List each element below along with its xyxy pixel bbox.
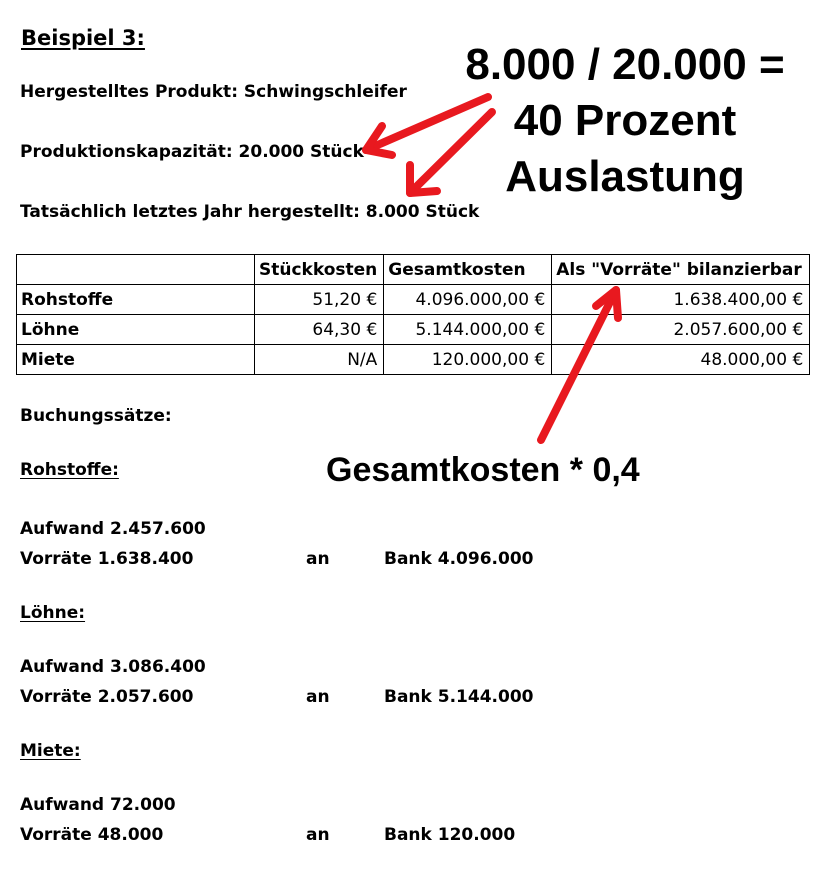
booking-heading-miete: Miete: <box>20 741 81 761</box>
row-label: Löhne <box>17 315 255 345</box>
booking-debit-inventory: Vorräte 1.638.400 <box>20 549 194 569</box>
booking-an: an <box>306 687 330 707</box>
total-cost-cell: 4.096.000,00 € <box>384 285 552 315</box>
total-cost-cell: 120.000,00 € <box>384 345 552 375</box>
booking-debit-inventory: Vorräte 48.000 <box>20 825 164 845</box>
unit-cost-cell: N/A <box>255 345 384 375</box>
utilization-annotation-line2: 40 Prozent <box>513 96 737 145</box>
bookings-heading: Buchungssätze: <box>20 406 172 426</box>
booking-credit: Bank 120.000 <box>384 825 516 845</box>
booking-credit: Bank 4.096.000 <box>384 549 534 569</box>
unit-cost-cell: 64,30 € <box>255 315 384 345</box>
header-cell-total-cost: Gesamtkosten <box>384 255 552 285</box>
capacity-line: Produktionskapazität: 20.000 Stück <box>20 142 364 162</box>
inventory-cell: 2.057.600,00 € <box>552 315 810 345</box>
utilization-annotation-line1: 8.000 / 20.000 = <box>465 40 785 89</box>
row-label: Miete <box>17 345 255 375</box>
booking-debit-inventory: Vorräte 2.057.600 <box>20 687 194 707</box>
unit-cost-cell: 51,20 € <box>255 285 384 315</box>
product-line: Hergestelltes Produkt: Schwingschleifer <box>20 82 407 102</box>
header-cell-unit-cost: Stückkosten <box>255 255 384 285</box>
booking-debit-expense: Aufwand 72.000 <box>20 795 176 815</box>
total-cost-annotation: Gesamtkosten * 0,4 <box>326 451 640 489</box>
page-title: Beispiel 3: <box>21 26 145 50</box>
arrow-to-inventory-column <box>541 290 616 440</box>
inventory-cell: 1.638.400,00 € <box>552 285 810 315</box>
utilization-annotation-line3: Auslastung <box>505 152 745 201</box>
booking-credit: Bank 5.144.000 <box>384 687 534 707</box>
produced-line: Tatsächlich letztes Jahr hergestellt: 8.000 Stück <box>20 202 480 222</box>
booking-heading-loehne: Löhne: <box>20 603 86 623</box>
total-cost-cell: 5.144.000,00 € <box>384 315 552 345</box>
booking-debit-expense: Aufwand 2.457.600 <box>20 519 206 539</box>
booking-heading-rohstoffe: Rohstoffe: <box>20 460 119 480</box>
booking-debit-expense: Aufwand 3.086.400 <box>20 657 206 677</box>
booking-an: an <box>306 825 330 845</box>
inventory-cell: 48.000,00 € <box>552 345 810 375</box>
row-label: Rohstoffe <box>17 285 255 315</box>
header-cell-inventory: Als "Vorräte" bilanzierbar <box>552 255 810 285</box>
booking-an: an <box>306 549 330 569</box>
